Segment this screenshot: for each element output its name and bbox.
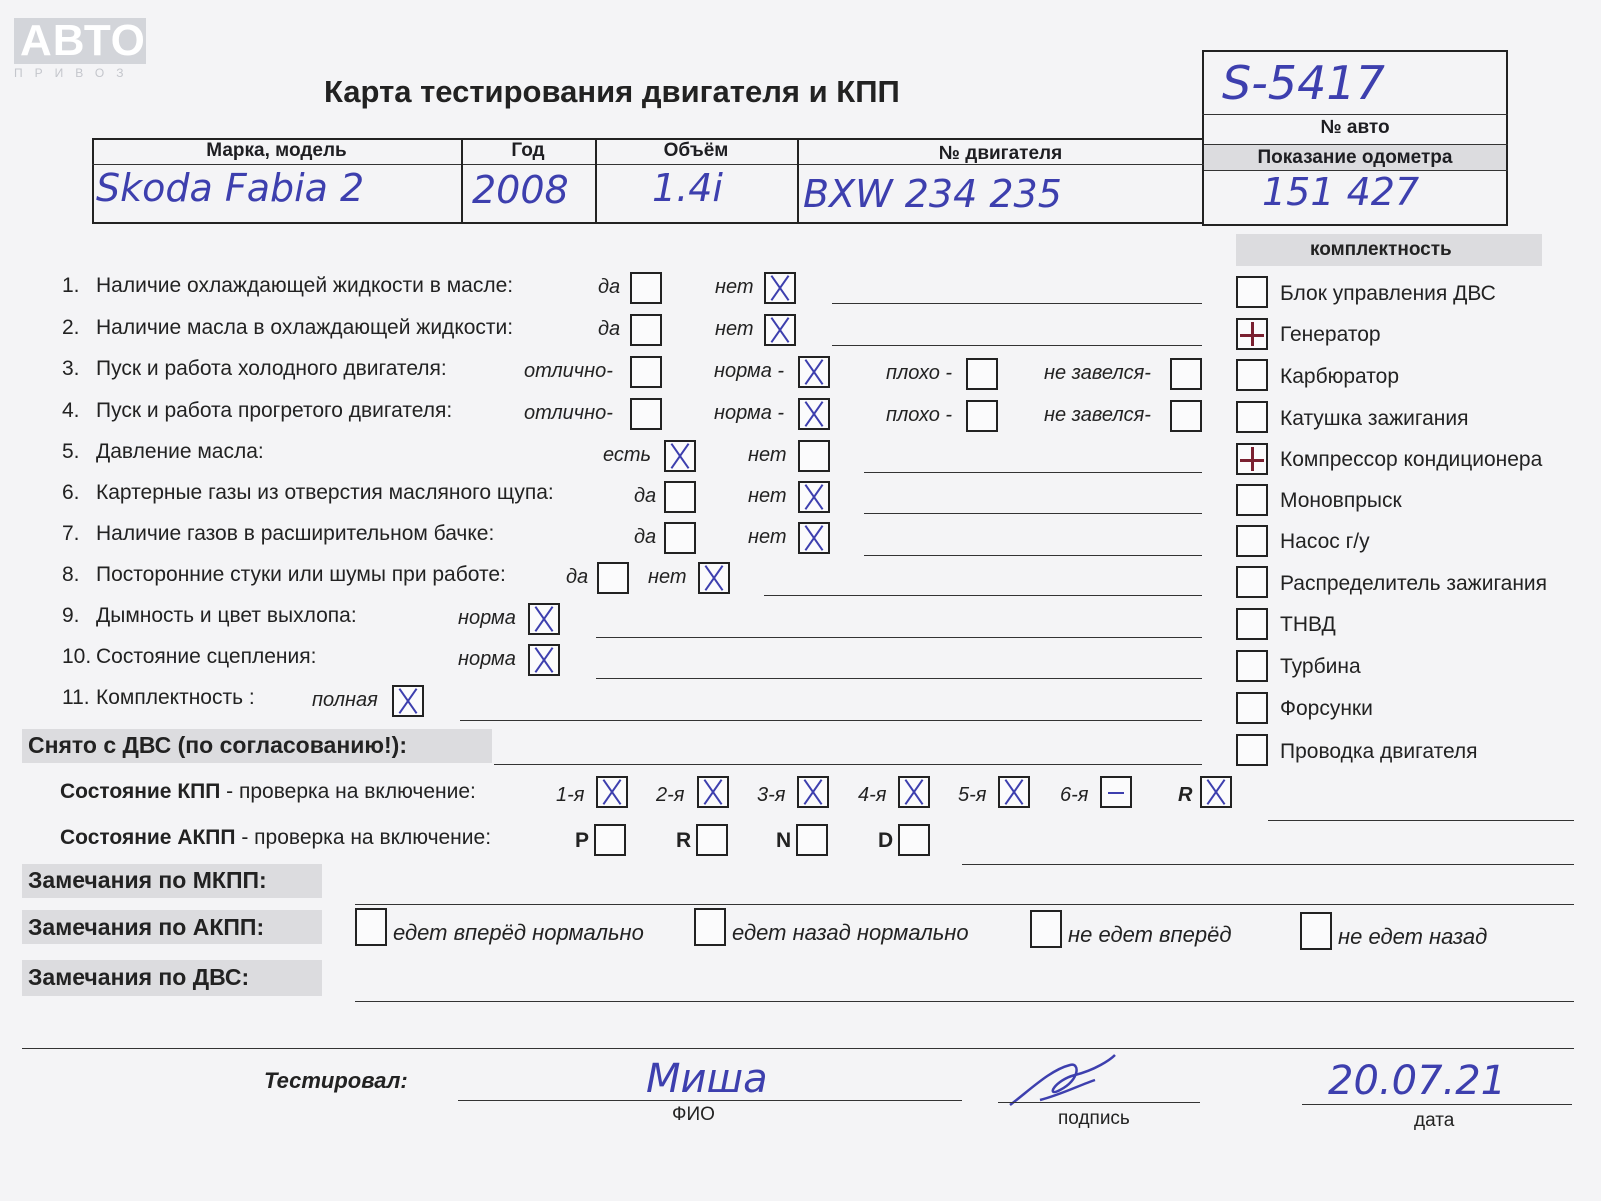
q11-num: 11.	[62, 686, 90, 709]
q9-normal-checkbox[interactable]	[528, 603, 560, 635]
gear-2-checkbox[interactable]	[697, 776, 729, 808]
car-number-label: № авто	[1320, 117, 1390, 138]
akpp-label	[60, 826, 491, 850]
q6-yes-checkbox[interactable]	[664, 481, 696, 513]
q6-opt1: да	[634, 485, 657, 507]
completeness-title: комплектность	[1310, 239, 1452, 260]
q4-opt2: норма -	[714, 402, 785, 424]
mode-d-checkbox[interactable]	[898, 824, 930, 856]
gear-4-label: 4-я	[858, 784, 887, 806]
q2-opt2: нет	[715, 318, 754, 340]
odometer-label: Показание одометра	[1257, 147, 1453, 168]
completeness-item-10: Форсунки	[1280, 697, 1373, 720]
q3-opt4: не завелся-	[1044, 362, 1151, 384]
gear-6-checkbox[interactable]	[1100, 776, 1132, 808]
make-value: Skoda Fabia 2	[96, 166, 365, 210]
q11-text: Комплектность :	[96, 686, 255, 709]
kpp-rest: - проверка на включение:	[220, 780, 476, 803]
test-date: 20.07.21	[1328, 1058, 1507, 1104]
completeness-checkbox-9[interactable]	[1236, 650, 1268, 682]
q11-opt1: полная	[312, 689, 378, 711]
q7-opt2: нет	[748, 526, 787, 548]
q9-opt1: норма	[458, 607, 516, 629]
q9-num: 9.	[62, 604, 80, 627]
completeness-checkbox-4[interactable]	[1236, 443, 1268, 475]
q2-opt1: да	[598, 318, 621, 340]
year-header: Год	[511, 140, 545, 161]
kpp-title: Состояние КПП	[60, 780, 221, 803]
akpp-forward-ok-checkbox[interactable]	[355, 908, 387, 946]
q1-yes-checkbox[interactable]	[630, 272, 662, 304]
akpp-backward-ok-label: едет назад нормально	[732, 920, 969, 945]
completeness-item-3: Катушка зажигания	[1280, 407, 1469, 430]
q5-opt1: есть	[603, 444, 652, 466]
kpp-label	[60, 780, 476, 804]
completeness-checkbox-2[interactable]	[1236, 359, 1268, 391]
q5-opt2: нет	[748, 444, 787, 466]
q10-normal-checkbox[interactable]	[528, 644, 560, 676]
mode-p-label: P	[575, 829, 590, 852]
q5-num: 5.	[62, 440, 80, 463]
completeness-item-5: Моновпрыск	[1280, 489, 1402, 512]
q6-text: Картерные газы из отверстия масляного щупа:	[96, 481, 554, 504]
completeness-item-8: ТНВД	[1280, 613, 1336, 636]
volume-value: 1.4i	[652, 166, 723, 210]
gear-2-label: 2-я	[656, 784, 685, 806]
q8-opt1: да	[566, 566, 589, 588]
q4-opt1: отлично-	[524, 402, 613, 424]
completeness-checkbox-10[interactable]	[1236, 692, 1268, 724]
tested-by-label: Тестировал:	[264, 1068, 408, 1093]
odometer-value: 151 427	[1262, 170, 1420, 214]
q1-text: Наличие охлаждающей жидкости в масле:	[96, 274, 514, 297]
completeness-checkbox-8[interactable]	[1236, 608, 1268, 640]
mode-r-label: R	[676, 829, 692, 852]
year-value: 2008	[472, 168, 569, 212]
q4-num: 4.	[62, 399, 80, 422]
gear-5-checkbox[interactable]	[998, 776, 1030, 808]
q4-bad-checkbox[interactable]	[966, 400, 998, 432]
tester-name: Миша	[646, 1056, 768, 1102]
completeness-checkbox-6[interactable]	[1236, 525, 1268, 557]
q3-excellent-checkbox[interactable]	[630, 356, 662, 388]
q3-opt1: отлично-	[524, 360, 613, 382]
q8-text: Посторонние стуки или шумы при работе:	[96, 563, 506, 586]
akpp-backward-ok-checkbox[interactable]	[694, 908, 726, 946]
q3-opt2: норма -	[714, 360, 785, 382]
completeness-item-0: Блок управления ДВС	[1280, 282, 1496, 305]
q7-opt1: да	[634, 526, 657, 548]
completeness-item-4: Компрессор кондиционера	[1280, 448, 1543, 471]
q7-yes-checkbox[interactable]	[664, 522, 696, 554]
q4-opt3: плохо -	[886, 404, 953, 426]
gear-1-label: 1-я	[556, 784, 585, 806]
akpp-title: Состояние АКПП	[60, 826, 236, 849]
completeness-item-7: Распределитель зажигания	[1280, 572, 1548, 595]
date-label: дата	[1414, 1110, 1455, 1131]
q6-opt2: нет	[748, 485, 787, 507]
q8-yes-checkbox[interactable]	[597, 562, 629, 594]
q3-bad-checkbox[interactable]	[966, 358, 998, 390]
q1-opt1: да	[598, 276, 621, 298]
akpp-no-backward-label: не едет назад	[1338, 924, 1488, 949]
q6-num: 6.	[62, 481, 80, 504]
q1-no-checkbox[interactable]	[764, 272, 796, 304]
volume-header: Объём	[663, 140, 729, 161]
logo-sub: ПРИВОЗ	[14, 66, 136, 80]
gear-3-label: 3-я	[757, 784, 786, 806]
engine-header: № двигателя	[938, 143, 1063, 164]
q4-excellent-checkbox[interactable]	[630, 398, 662, 430]
q8-no-checkbox[interactable]	[698, 562, 730, 594]
completeness-item-2: Карбюратор	[1280, 365, 1400, 388]
q11-full-checkbox[interactable]	[392, 685, 424, 717]
q8-opt2: нет	[648, 566, 687, 588]
car-number-value: S-5417	[1222, 56, 1385, 110]
q3-num: 3.	[62, 357, 80, 380]
removed-label: Снято с ДВС (по согласованию!):	[28, 732, 407, 758]
akpp-forward-ok-label: едет вперёд нормально	[393, 920, 644, 945]
q3-normal-checkbox[interactable]	[798, 356, 830, 388]
completeness-checkbox-3[interactable]	[1236, 401, 1268, 433]
gear-r-label: R	[1178, 784, 1193, 806]
page-title: Карта тестирования двигателя и КПП	[324, 74, 900, 109]
q2-yes-checkbox[interactable]	[630, 314, 662, 346]
fio-label: ФИО	[672, 1104, 715, 1125]
signature-label: подпись	[1058, 1108, 1130, 1129]
q3-nostart-checkbox[interactable]	[1170, 358, 1202, 390]
completeness-item-1: Генератор	[1280, 323, 1381, 346]
logo-main: АВТО	[14, 18, 146, 64]
akpp-no-backward-checkbox[interactable]	[1300, 912, 1332, 950]
akpp-no-forward-label: не едет вперёд	[1068, 922, 1232, 947]
mode-n-label: N	[776, 829, 792, 852]
mode-n-checkbox[interactable]	[796, 824, 828, 856]
gear-1-checkbox[interactable]	[596, 776, 628, 808]
q3-opt3: плохо -	[886, 362, 953, 384]
q8-num: 8.	[62, 563, 80, 586]
logo	[14, 18, 146, 80]
q3-text: Пуск и работа холодного двигателя:	[96, 357, 447, 380]
q7-num: 7.	[62, 522, 80, 545]
engine-value: BXW 234 235	[803, 172, 1062, 216]
completeness-item-6: Насос г/у	[1280, 530, 1370, 553]
remarks-akpp-label: Замечания по АКПП:	[28, 914, 265, 940]
remarks-mkpp-label: Замечания по МКПП:	[28, 867, 267, 893]
q2-num: 2.	[62, 316, 80, 339]
q9-text: Дымность и цвет выхлопа:	[96, 604, 357, 627]
q10-opt1: норма	[458, 648, 516, 670]
q10-text: Состояние сцепления:	[96, 645, 317, 668]
gear-6-label: 6-я	[1060, 784, 1089, 806]
q5-yes-checkbox[interactable]	[664, 440, 696, 472]
akpp-rest: - проверка на включение:	[235, 826, 492, 849]
mode-d-label: D	[878, 829, 894, 852]
q2-no-checkbox[interactable]	[764, 314, 796, 346]
akpp-no-forward-checkbox[interactable]	[1030, 910, 1062, 948]
q4-text: Пуск и работа прогретого двигателя:	[96, 399, 453, 422]
q4-nostart-checkbox[interactable]	[1170, 400, 1202, 432]
q4-opt4: не завелся-	[1044, 404, 1151, 426]
q5-text: Давление масла:	[96, 440, 264, 463]
q5-no-checkbox[interactable]	[798, 440, 830, 472]
q7-text: Наличие газов в расширительном бачке:	[96, 522, 495, 545]
q2-text: Наличие масла в охлаждающей жидкости:	[96, 316, 514, 339]
make-header: Марка, модель	[206, 140, 347, 161]
q4-normal-checkbox[interactable]	[798, 398, 830, 430]
mode-r-checkbox[interactable]	[696, 824, 728, 856]
completeness-checkbox-11[interactable]	[1236, 734, 1268, 766]
gear-5-label: 5-я	[958, 784, 987, 806]
remarks-dvs-label: Замечания по ДВС:	[28, 964, 250, 990]
completeness-checkbox-0[interactable]	[1236, 276, 1268, 308]
completeness-checkbox-7[interactable]	[1236, 566, 1268, 598]
completeness-checkbox-1[interactable]	[1236, 318, 1268, 350]
gear-3-checkbox[interactable]	[797, 776, 829, 808]
gear-4-checkbox[interactable]	[898, 776, 930, 808]
mode-p-checkbox[interactable]	[594, 824, 626, 856]
q1-num: 1.	[62, 274, 80, 297]
q7-no-checkbox[interactable]	[798, 522, 830, 554]
completeness-item-9: Турбина	[1280, 655, 1361, 678]
completeness-item-11: Проводка двигателя	[1280, 740, 1478, 763]
q1-opt2: нет	[715, 276, 754, 298]
q10-num: 10.	[62, 645, 92, 668]
completeness-checkbox-5[interactable]	[1236, 484, 1268, 516]
gear-r-checkbox[interactable]	[1200, 776, 1232, 808]
q6-no-checkbox[interactable]	[798, 481, 830, 513]
